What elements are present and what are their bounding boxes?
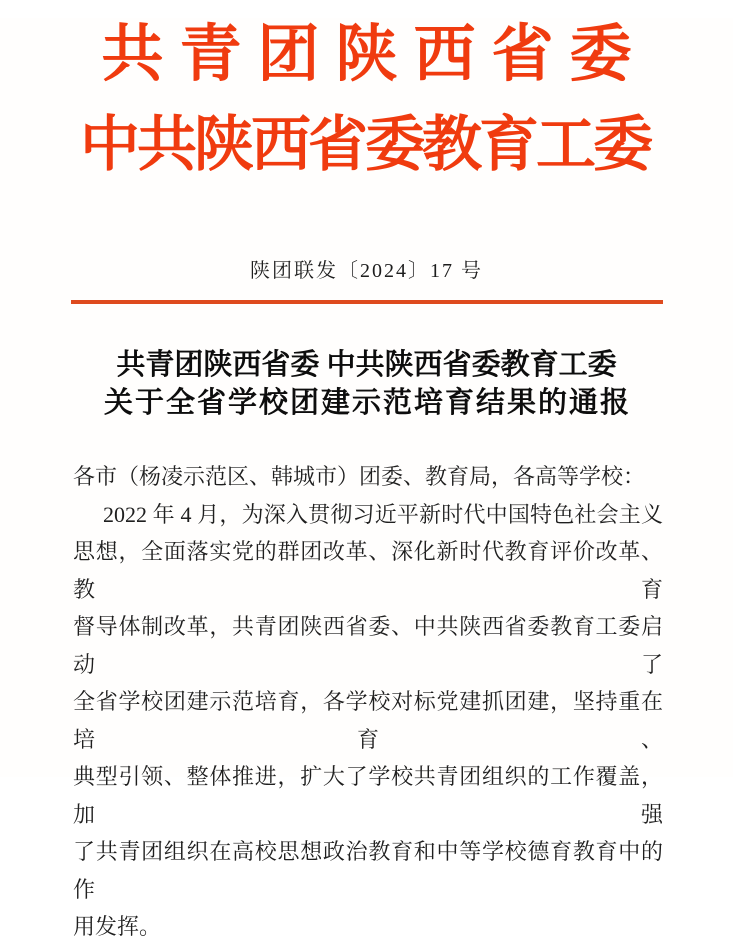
document-title-line-2: 关于全省学校团建示范培育结果的通报 xyxy=(103,387,631,419)
document-body xyxy=(73,458,663,946)
paragraph-line-4: 全省学校团建示范培育，各学校对标党建抓团建，坚持重在培育、 xyxy=(73,689,663,752)
paragraph-line-5: 典型引领、整体推进，扩大了学校共青团组织的工作覆盖，加强 xyxy=(73,764,663,827)
issuing-org-secondary: 中共陕西省委教育工委 xyxy=(80,112,650,178)
salutation-line: 各市（杨凌示范区、韩城市）团委、教育局，各高等学校： xyxy=(73,464,646,489)
paragraph-line-6: 了共青团组织在高校思想政治教育和中等学校德育教育中的作 xyxy=(73,839,663,902)
paragraph-line-2: 思想，全面落实党的群团改革、深化新时代教育评价改革、教育 xyxy=(73,539,663,602)
document-letterhead xyxy=(0,18,733,180)
paragraph-line-3: 督导体制改革，共青团陕西省委、中共陕西省委教育工委启动了 xyxy=(73,614,663,677)
red-divider-line xyxy=(71,300,663,304)
document-title xyxy=(0,346,733,422)
paragraph-line-1: 2022 年 4 月，为深入贯彻习近平新时代中国特色社会主义 xyxy=(103,501,663,527)
document-page xyxy=(0,18,733,939)
document-title-line-1: 共青团陕西省委 中共陕西省委教育工委 xyxy=(116,349,617,381)
paragraph-line-7: 用发挥。 xyxy=(73,914,162,939)
issuing-org-primary: 共青团陕西省委 xyxy=(101,21,648,89)
document-number: 陕团联发〔2024〕17 号 xyxy=(250,260,483,282)
